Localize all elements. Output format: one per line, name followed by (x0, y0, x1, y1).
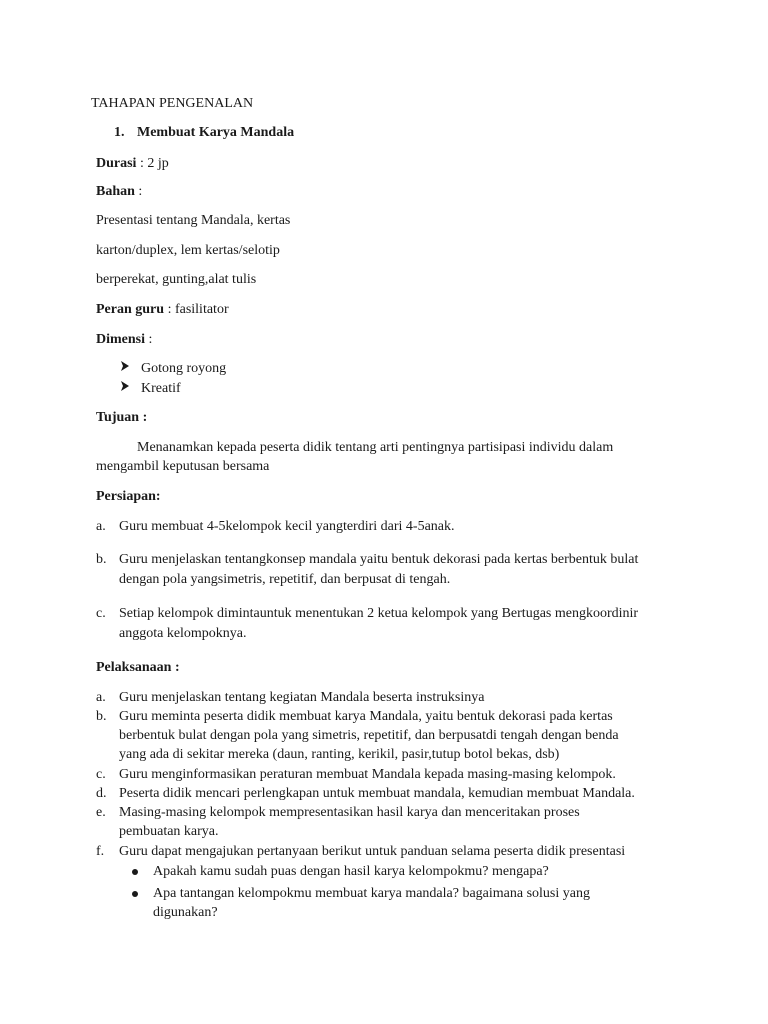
list-marker: e. (96, 805, 106, 820)
pelaksanaan-item: berbentuk bulat dengan pola yang simetris, repetitif, dan berpusatdi tengah dengan benda (119, 728, 619, 743)
dimensi-label: Dimensi (96, 332, 145, 347)
list-marker: b. (96, 709, 107, 724)
persiapan-label: Persiapan: (96, 489, 161, 504)
list-marker: d. (96, 786, 107, 801)
dimensi-line (96, 330, 152, 349)
arrow-bullet-icon (120, 360, 132, 375)
durasi-label: Durasi (96, 156, 137, 171)
list-marker: a. (96, 519, 106, 534)
persiapan-item: Guru menjelaskan tentangkonsep mandala yaitu bentuk dekorasi pada kertas berbentuk bulat (119, 552, 639, 567)
durasi-value: : 2 jp (136, 156, 169, 171)
peran-guru-line (96, 300, 229, 319)
pelaksanaan-item: Guru dapat mengajukan pertanyaan berikut untuk panduan selama peserta didik presentasi (119, 844, 626, 859)
pelaksanaan-item: yang ada di sekitar mereka (daun, ranting, kerikil, pasir,tutup botol bekas, dsb) (119, 747, 560, 762)
question-item: digunakan? (153, 905, 218, 920)
pelaksanaan-item: Peserta didik mencari perlengkapan untuk membuat mandala, kemudian membuat Mandala. (119, 786, 635, 801)
peran-guru-value: : fasilitator (164, 302, 229, 317)
bahan-text: karton/duplex, lem kertas/selotip (96, 243, 280, 258)
pelaksanaan-item: pembuatan karya. (119, 824, 219, 839)
question-item: Apakah kamu sudah puas dengan hasil karya kelompokmu? mengapa? (153, 864, 549, 879)
pelaksanaan-item: Masing-masing kelompok mempresentasikan hasil karya dan menceritakan proses (119, 805, 580, 820)
arrow-bullet-icon (120, 380, 132, 395)
durasi-line (96, 154, 169, 173)
tujuan-text: mengambil keputusan bersama (96, 459, 270, 474)
persiapan-item: Setiap kelompok dimintauntuk menentukan 2 ketua kelompok yang Bertugas mengkoordinir (119, 606, 639, 621)
pelaksanaan-item: Guru menjelaskan tentang kegiatan Mandala beserta instruksinya (119, 690, 485, 705)
persiapan-item: Guru membuat 4-5kelompok kecil yangterdiri dari 4-5anak. (119, 519, 455, 534)
list-marker: a. (96, 690, 106, 705)
pelaksanaan-item: Guru meminta peserta didik membuat karya Mandala, yaitu bentuk dekorasi pada kertas (119, 709, 613, 724)
bahan-label: Bahan (96, 184, 135, 199)
list-marker: b. (96, 552, 107, 567)
dimensi-value: : (145, 332, 153, 347)
list-marker: c. (96, 767, 106, 782)
list-marker: c. (96, 606, 106, 621)
filled-dot-bullet-icon (131, 884, 139, 907)
section-number: 1. (114, 125, 125, 140)
persiapan-item: dengan pola yangsimetris, repetitif, dan berpusat di tengah. (119, 572, 451, 587)
bahan-text: berperekat, gunting,alat tulis (96, 272, 257, 287)
peran-guru-label: Peran guru (96, 302, 165, 317)
dimensi-item: Kreatif (141, 381, 181, 396)
tujuan-text: Menanamkan kepada peserta didik tentang arti pentingnya partisipasi individu dalam (137, 440, 614, 455)
pelaksanaan-label: Pelaksanaan : (96, 660, 180, 675)
tujuan-label: Tujuan : (96, 410, 148, 425)
question-item: Apa tantangan kelompokmu membuat karya mandala? bagaimana solusi yang (153, 886, 590, 901)
filled-dot-bullet-icon (131, 862, 139, 885)
document-heading: TAHAPAN PENGENALAN (91, 96, 254, 111)
bahan-value: : (134, 184, 143, 199)
bahan-text: Presentasi tentang Mandala, kertas (96, 213, 291, 228)
pelaksanaan-item: Guru menginformasikan peraturan membuat Mandala kepada masing-masing kelompok. (119, 767, 616, 782)
dimensi-item: Gotong royong (141, 361, 227, 376)
list-marker: f. (96, 844, 105, 859)
section-title: Membuat Karya Mandala (137, 125, 295, 140)
bahan-line (96, 182, 142, 201)
persiapan-item: anggota kelompoknya. (119, 626, 247, 641)
